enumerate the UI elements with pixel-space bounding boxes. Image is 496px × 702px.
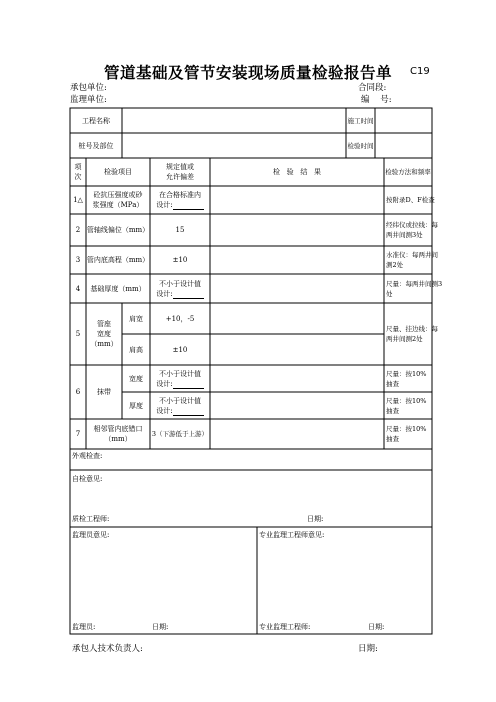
row1-item: 砼抗压强度或砂 浆强度（MPa） <box>92 191 144 209</box>
row3-spec: ±10 <box>172 256 188 264</box>
row5-sub-shoulder-width: 肩宽 <box>129 314 143 323</box>
row2-spec: 15 <box>175 226 185 234</box>
tech-lead-date-label: 日期: <box>358 644 378 654</box>
specialist-date-label: 日期: <box>368 623 385 631</box>
row1-design: 设计: <box>156 200 203 210</box>
row4-item: 基础厚度（mm） <box>90 284 146 293</box>
document-title: 管道基础及管节安装现场质量检验报告单 <box>103 63 392 82</box>
row4-method: 尺量：每两井间测3 处 <box>386 279 443 298</box>
inspection-time-field[interactable] <box>375 133 432 158</box>
appearance-check-label: 外观检查: <box>72 452 103 460</box>
contract-section-label: 合同段: <box>358 83 387 93</box>
supervisor-unit-label: 监理单位: <box>70 95 107 105</box>
col-item-no: 项 次 <box>74 163 82 181</box>
row2-method: 经纬仪或拉线：每 两井间测3处 <box>386 221 438 239</box>
row4-spec-text: 不小于设计值 <box>159 279 201 288</box>
row3-item: 管内底高程（mm） <box>86 256 150 264</box>
construction-time-label: 施工时间 <box>347 116 374 125</box>
row4-design: 设计: <box>156 289 203 299</box>
row5-no: 5 <box>75 330 81 338</box>
row6a-result-field[interactable] <box>210 365 384 392</box>
row6-sub-width: 宽度 <box>129 374 143 383</box>
inspection-time-label: 检验时间 <box>347 141 374 150</box>
row1-spec-text: 在合格标准内 <box>159 191 201 199</box>
row1-spec <box>150 186 210 214</box>
row1-no: 1△ <box>73 196 83 204</box>
row5-spec-b: ±10 <box>172 345 188 354</box>
construction-time-field[interactable] <box>375 108 432 133</box>
row5-sub-shoulder-height: 肩高 <box>129 345 143 354</box>
row6-method-a: 尺量：按10%抽查 <box>386 369 427 388</box>
row6-spec-a-text: 不小于设计值 <box>159 369 201 378</box>
row6-spec-b-text: 不小于设计值 <box>159 396 201 405</box>
row6-spec-b <box>150 392 210 419</box>
col-result: 检 验 结 果 <box>272 168 322 176</box>
specialist-sign-label: 专业监理工程师: <box>259 623 311 631</box>
row5b-result-field[interactable] <box>210 334 384 365</box>
specialist-opinion-label: 专业监理工程师意见: <box>259 531 325 539</box>
row6-sub-thickness: 厚度 <box>129 401 143 410</box>
pile-section-field[interactable] <box>122 133 346 158</box>
row6-design-a: 设计: <box>156 379 203 389</box>
row5a-result-field[interactable] <box>210 303 384 334</box>
row5-item: 管座 宽度 （mm） <box>90 320 118 348</box>
row4-no: 4 <box>75 284 81 293</box>
row1-method: 按附录D、F检查 <box>386 196 435 204</box>
row7-method: 尺量：按10%抽查 <box>386 425 427 443</box>
row5-method: 尺量、挂边线：每 两井间测2处 <box>386 325 438 343</box>
supervisor-sign-label: 监理员: <box>72 623 96 631</box>
quality-engineer-label: 质检工程师: <box>72 515 110 523</box>
row6-item: 抹带 <box>97 388 111 396</box>
contractor-label: 承包单位: <box>70 83 107 93</box>
row2-item: 管轴线偏位（mm） <box>86 226 150 234</box>
row4-spec <box>150 274 210 303</box>
row5-spec-a: +10，-5 <box>165 314 195 323</box>
row7-result-field[interactable] <box>210 419 384 449</box>
quality-engineer-date-label: 日期: <box>307 515 324 523</box>
row2-no: 2 <box>75 226 81 234</box>
row7-no: 7 <box>75 430 81 438</box>
number-label: 编 号: <box>361 95 392 105</box>
row3-method: 水准仪：每两井间 测2处 <box>386 251 438 269</box>
col-check-item: 检验项目 <box>104 168 132 176</box>
self-check-label: 自检意见: <box>72 475 103 483</box>
row6-method-b: 尺量：按10%抽查 <box>386 396 427 415</box>
row6b-result-field[interactable] <box>210 392 384 419</box>
pile-section-label: 桩号及部位 <box>78 141 114 150</box>
row6-no: 6 <box>75 388 81 396</box>
row4-result-field[interactable] <box>210 274 384 303</box>
row3-no: 3 <box>75 256 81 264</box>
col-method: 检验方法和频率 <box>385 168 431 176</box>
row6-design-b: 设计: <box>156 406 203 416</box>
row7-spec: 3（下游低于上游） <box>151 430 209 438</box>
row7-item: 相邻管内底错口 （mm） <box>93 425 143 443</box>
tech-lead-label: 承包人技术负责人: <box>72 644 143 654</box>
row3-result-field[interactable] <box>210 246 384 274</box>
row6-spec-a <box>150 365 210 392</box>
form-code: C19 <box>410 66 430 77</box>
row2-result-field[interactable] <box>210 214 384 246</box>
project-name-field[interactable] <box>122 108 346 133</box>
supervisor-opinion-label: 监理员意见: <box>72 531 110 539</box>
col-spec: 规定值或 允许偏差 <box>166 163 194 181</box>
supervisor-date-label: 日期: <box>152 623 169 631</box>
project-name-label: 工程名称 <box>82 116 110 125</box>
row1-result-field[interactable] <box>210 186 384 214</box>
